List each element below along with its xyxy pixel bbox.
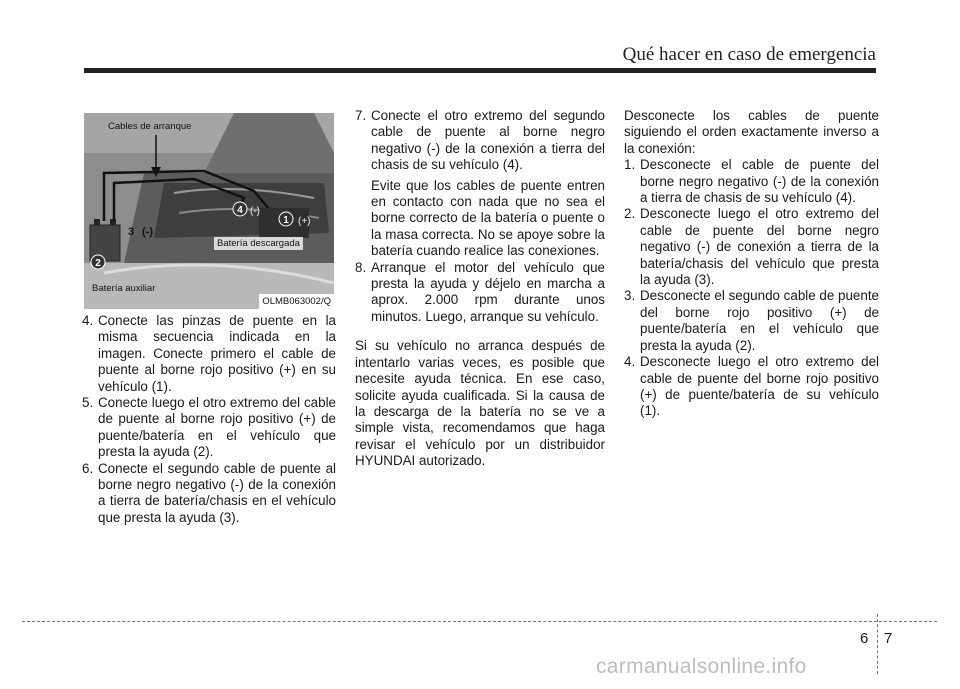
step-4	[82, 313, 336, 395]
step-5	[82, 395, 336, 461]
step-number: 7.	[355, 108, 367, 123]
step-text: Desconecte luego el otro extremo del cable de puente del borne rojo positivo (+) de puente/batería de su vehículo (1).	[640, 354, 879, 419]
step-text: Conecte el otro extremo del segundo cable de puente al borne negro negativo (-) de la conexión a tierra del chasis de su vehículo (4).	[371, 108, 605, 173]
step-text: Desconecte el segundo cable de puente del borne rojo positivo (+) de puente/batería en el vehículo que presta la ayuda (2).	[640, 288, 879, 353]
disconnect-step-1	[624, 157, 879, 206]
label-aux-battery: Batería auxiliar	[92, 283, 156, 294]
footer-divider	[877, 614, 878, 674]
page-number: 7	[884, 630, 893, 647]
label-jumper-cables: Cables de arranque	[108, 121, 192, 132]
plus-sign-dead: (+)	[298, 216, 311, 227]
watermark: carmanualsonline.info	[596, 655, 807, 678]
disconnect-step-3	[624, 288, 879, 354]
chapter-number: 6	[860, 630, 869, 647]
column-3	[624, 108, 879, 420]
step-number: 3.	[624, 288, 636, 304]
step-text: Conecte las pinzas de puente en la misma secuencia indicada en la imagen. Conecte primero el cable de puente al borne rojo positivo (+) en su vehículo (1).	[98, 313, 336, 394]
disconnect-intro: Desconecte los cables de puente siguiendo el orden exactamente inverso a la conexión:	[624, 108, 879, 156]
column-2	[355, 108, 605, 470]
step-text: Arranque el motor del vehículo que presta la ayuda y déjelo en marcha a aprox. 2.000 rpm durante unos minutos. Luego, arranque su vehículo.	[371, 259, 605, 324]
step-number: 5.	[82, 395, 94, 411]
label-dead-battery: Batería descargada	[214, 237, 303, 250]
step-text: Conecte el segundo cable de puente al borne negro negativo (-) de la conexión a tierra de batería/chasis en el vehículo que presta la ayuda (3).	[98, 460, 336, 525]
step-number: 8.	[355, 259, 367, 275]
step-text: Desconecte el cable de puente del borne negro negativo (-) de la conexión a tierra de chasis de su vehículo (4).	[640, 157, 879, 206]
step-8	[355, 260, 605, 326]
step-7-note: Evite que los cables de puente entren en contacto con nada que no sea el borne correcto de la batería o puente o la masa correcta. No se apoye sobre la batería cuando realice las conexiones.	[371, 177, 605, 259]
marker-1-label: 1	[283, 215, 289, 226]
help-paragraph: Si su vehículo no arranca después de intentarlo varias veces, es posible que necesite ayuda técnica. En ese caso, solicite ayuda cualificada. Si la causa de la descarga de la batería no se ve a simple vista, recomendamos que haga revisar el vehículo por un distribuidor HYUNDAI autorizado.	[355, 338, 605, 469]
header-rule	[84, 68, 876, 73]
marker-2-label: 2	[95, 258, 101, 269]
disconnect-step-2	[624, 206, 879, 288]
step-number: 6.	[82, 460, 94, 476]
step-text: Desconecte luego el otro extremo del cable de puente del borne negro negativo (-) de conexión a tierra de la batería/chasis del vehículo que presta la ayuda (3).	[640, 206, 879, 288]
marker-3-label: 3	[128, 226, 135, 238]
jump-start-figure	[84, 113, 334, 309]
disconnect-step-4	[624, 354, 879, 420]
car-engine-illustration	[84, 113, 334, 309]
page-header-title: Qué hacer en caso de emergencia	[622, 44, 876, 65]
step-number: 4.	[624, 354, 636, 370]
marker-4-label: 4	[237, 205, 243, 216]
step-text: Conecte luego el otro extremo del cable de puente al borne rojo positivo (+) de puente/batería en el vehículo que presta la ayuda (2).	[98, 395, 336, 460]
minus-sign-aux: (-)	[142, 226, 153, 238]
column-1	[82, 313, 336, 526]
step-number: 1.	[624, 157, 636, 173]
step-number: 4.	[82, 313, 94, 328]
step-7	[355, 108, 605, 174]
figure-code: OLMB063002/Q	[259, 294, 334, 309]
step-6	[82, 461, 336, 527]
minus-sign-dead: (-)	[250, 206, 260, 217]
footer-rule	[22, 621, 937, 622]
step-number: 2.	[624, 206, 636, 222]
